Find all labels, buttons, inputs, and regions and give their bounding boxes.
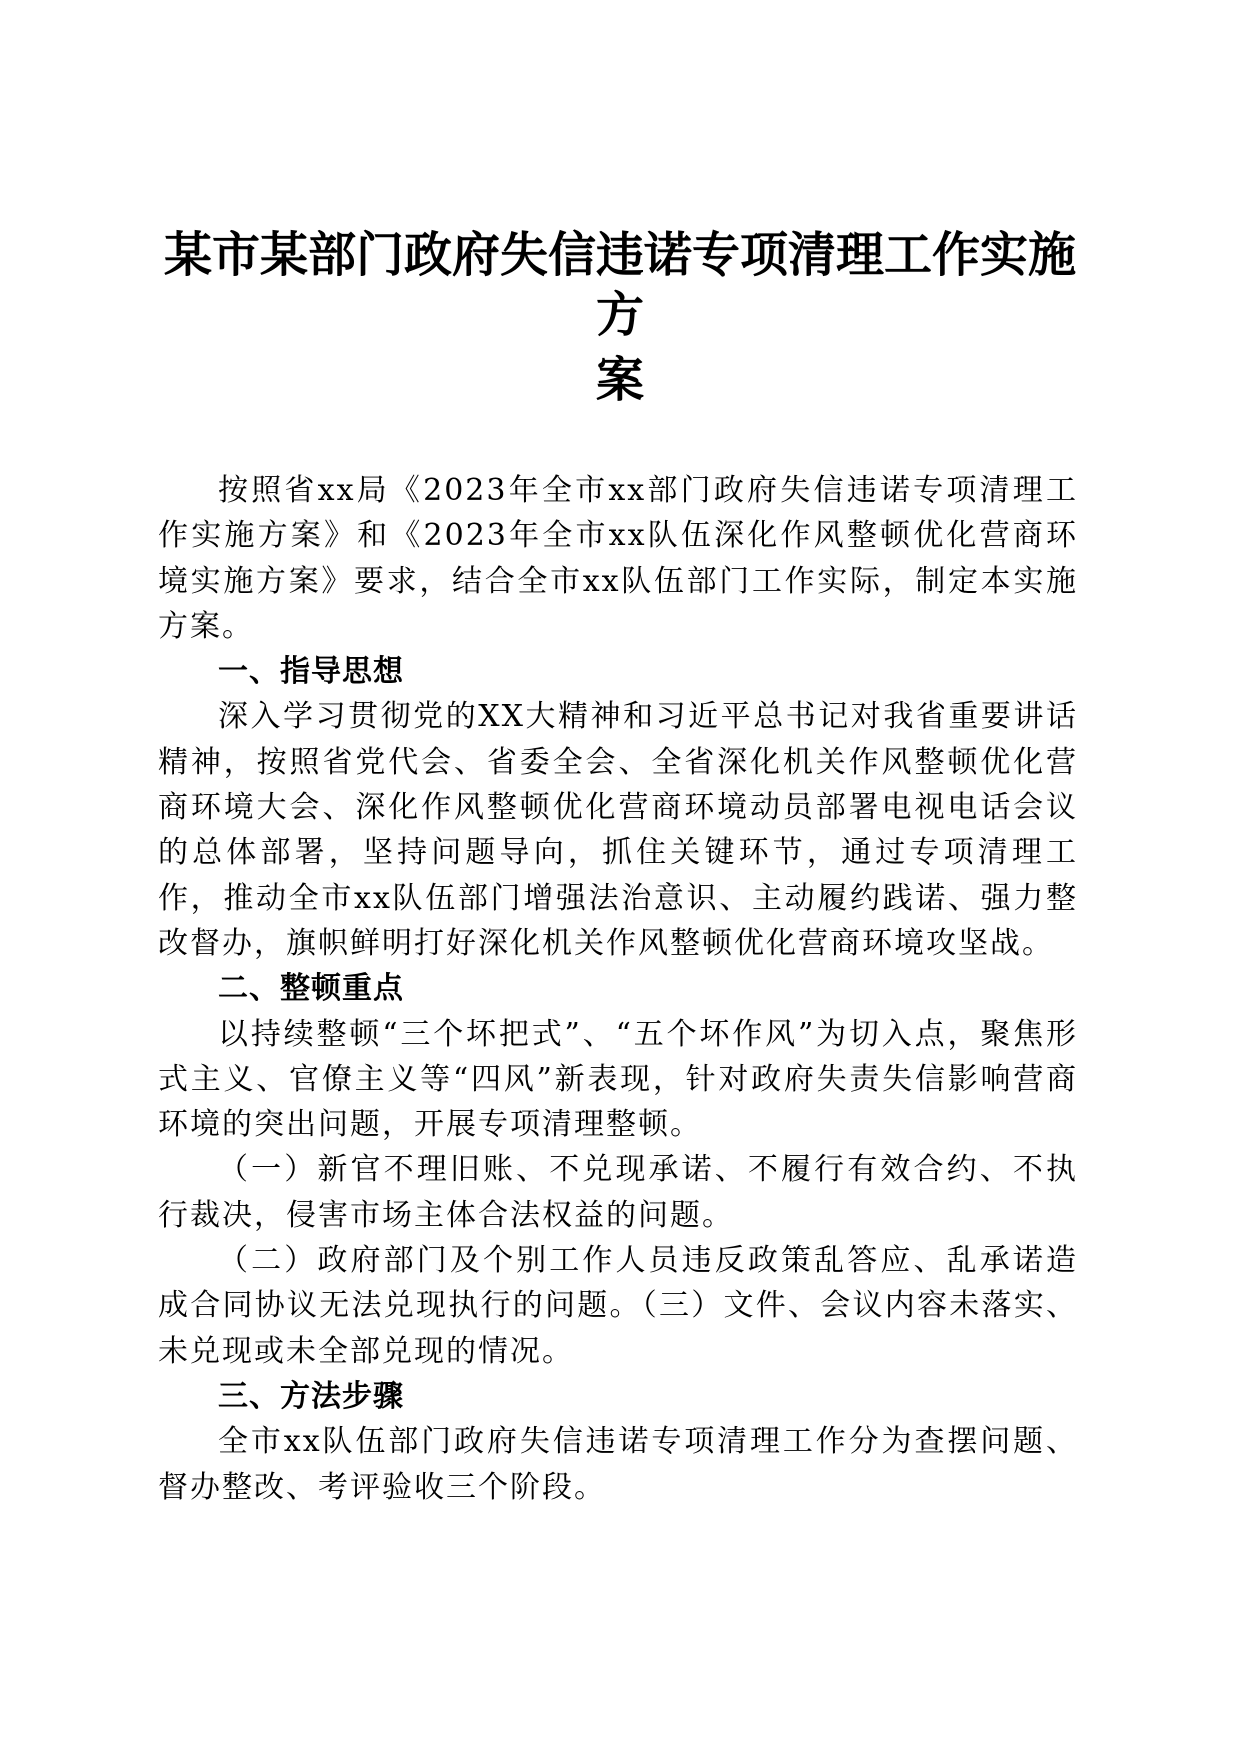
- section-heading-rectification-focus: 二、整顿重点: [218, 971, 404, 1007]
- section-paragraph-rectification-focus: 以持续整顿“三个坏把式”、“五个坏作风”为切入点，聚焦形式主义、官僚主义等“四风”新表现，针对政府失责失信影响营商环境的突出问题，开展专项清理整顿。: [158, 1016, 1078, 1143]
- document-title-line-1: 某市某部门政府失信违诺专项清理工作实施方: [163, 227, 1076, 343]
- rectification-item-1: （一）新官不理旧账、不兑现承诺、不履行有效合约、不执行裁决，侵害市场主体合法权益的问题。: [158, 1152, 1078, 1233]
- section-heading-methods-steps: 三、方法步骤: [218, 1378, 404, 1414]
- section-paragraph-methods-steps: 全市xx队伍部门政府失信违诺专项清理工作分为查摆问题、督办整改、考评验收三个阶段。: [158, 1424, 1078, 1505]
- document-body: [158, 468, 1078, 1510]
- section-paragraph-guiding-ideology: 深入学习贯彻党的XX大精神和习近平总书记对我省重要讲话精神，按照省党代会、省委全会、全省深化机关作风整顿优化营商环境大会、深化作风整顿优化营商环境动员部署电视电话会议的总体部署，坚持问题导向，抓住关键环节，通过专项清理工作，推动全市xx队伍部门增强法治意识、主动履约践诺、强力整改督办，旗帜鲜明打好深化机关作风整顿优化营商环境攻坚战。: [158, 699, 1078, 961]
- rectification-item-2: （二）政府部门及个别工作人员违反政策乱答应、乱承诺造成合同协议无法兑现执行的问题。（三）文件、会议内容未落实、未兑现或未全部兑现的情况。: [158, 1243, 1078, 1369]
- section-heading-guiding-ideology: 一、指导思想: [218, 654, 404, 690]
- intro-paragraph: 按照省xx局《2023年全市xx部门政府失信违诺专项清理工作实施方案》和《2023年全市xx队伍深化作风整顿优化营商环境实施方案》要求，结合全市xx队伍部门工作实际，制定本实施方案。: [158, 473, 1078, 644]
- document-title-line-2: 案: [595, 352, 644, 408]
